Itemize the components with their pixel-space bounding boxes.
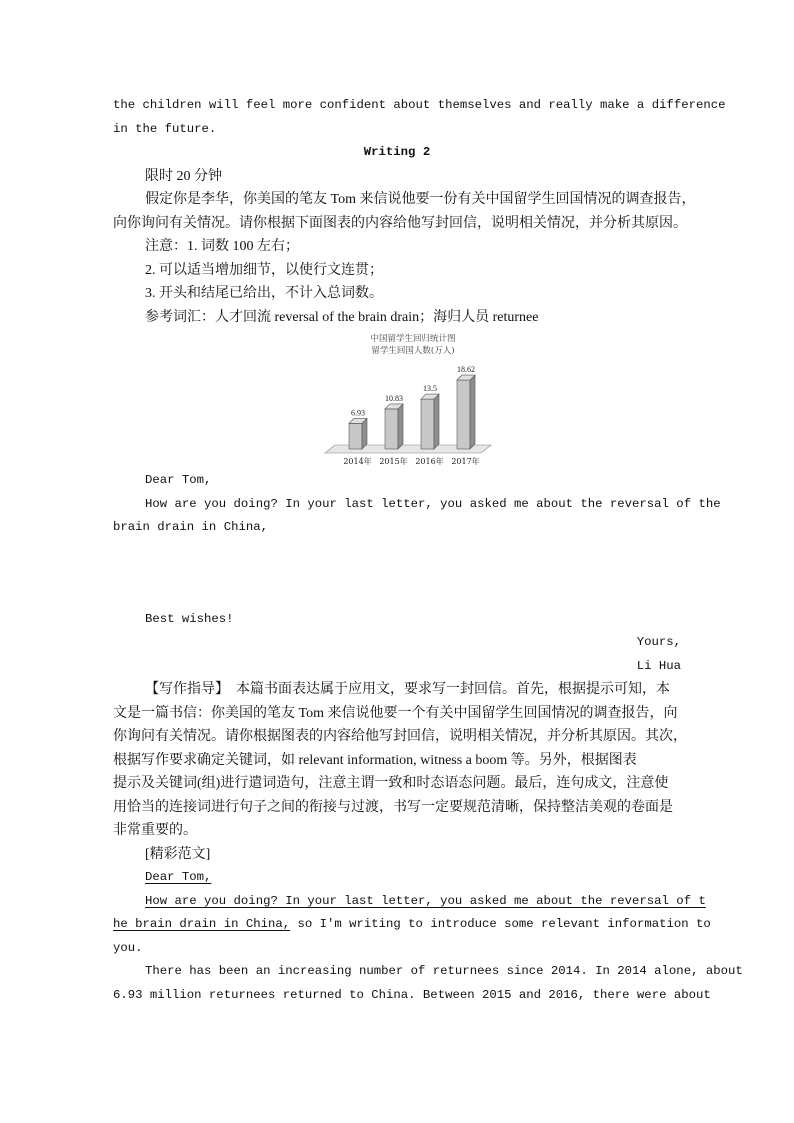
- sample-text-plain: so I'm writing to introduce some relevant information to: [290, 917, 711, 931]
- sample-label: [精彩范文]: [145, 846, 211, 862]
- letter-closing: Best wishes!: [145, 611, 234, 626]
- letter-opening: How are you doing? In your last letter, you asked me about the reversal of the: [145, 496, 721, 511]
- chart-category-label: 2016年: [415, 457, 444, 466]
- vocab-hint: 参考词汇：人才回流 reversal of the brain drain；海归人员 returnee: [145, 309, 539, 325]
- note-item: 3. 开头和结尾已给出，不计入总词数。: [145, 286, 383, 301]
- chart-bar: [385, 404, 403, 449]
- chart-bar: [421, 394, 439, 449]
- chart-title: 中国留学生回归统计图: [370, 334, 456, 344]
- chart-bar: [349, 418, 367, 449]
- guide-text: 用恰当的连接词进行句子之间的衔接与过渡，书写一定要规范清晰，保持整洁美观的卷面是: [113, 799, 673, 815]
- chart-area: [113, 329, 681, 469]
- guide-text: 你询问有关情况。请你根据图表的内容给他写封回信，说明相关情况，并分析其原因。其次，: [113, 729, 687, 744]
- chart-bars: [349, 375, 475, 449]
- chart-value-label: 6.93: [351, 408, 365, 418]
- chart-value-label: 10.83: [385, 393, 403, 403]
- chart-category-label: 2014年: [343, 457, 372, 466]
- guide-text: 本篇书面表达属于应用文，要求写一封回信。首先，根据提示可知，本: [236, 682, 670, 697]
- writing-space: [113, 540, 681, 608]
- guide-paragraph: [113, 678, 681, 702]
- section-title: Writing 2: [363, 145, 431, 159]
- sample-text: you.: [113, 940, 143, 955]
- note-item: 2. 可以适当增加细节，以使行文连贯；: [145, 262, 383, 278]
- sample-greeting-text: Dear Tom,: [145, 870, 212, 884]
- letter-name: Li Hua: [636, 658, 681, 673]
- task-text: 向你询问有关情况。请你根据下面图表的内容给他写封回信，说明相关情况，并分析其原因。: [113, 215, 687, 231]
- chart-value-label: 13.5: [423, 384, 437, 394]
- letter-signoff: Yours,: [636, 635, 681, 649]
- guide-text: 文是一篇书信：你美国的笔友 Tom 来信说他要一个有关中国留学生回国情况的调查报告，向: [113, 705, 678, 721]
- time-limit: 限时 20 分钟: [145, 168, 222, 184]
- chart-bar: [457, 375, 475, 449]
- sample-text: 6.93 million returnees returned to China. Between 2015 and 2016, there were about: [113, 987, 711, 1002]
- prev-text-line: the children will feel more confident about themselves and really make a difference: [113, 98, 726, 112]
- returnee-bar-chart: [333, 331, 493, 467]
- guide-text: 非常重要的。: [113, 823, 197, 838]
- letter-greeting: Dear Tom,: [145, 473, 212, 487]
- sample-text: [113, 913, 711, 937]
- letter-opening: brain drain in China,: [113, 520, 268, 534]
- prev-text-line: in the future.: [113, 121, 217, 136]
- guide-text: 根据写作要求确定关键词，如 relevant information, witness a boom 等。另外，根据图表: [113, 752, 637, 768]
- note-item: 注意：1. 词数 100 左右；: [145, 239, 299, 254]
- sample-text: [113, 890, 706, 914]
- guide-text: 提示及关键词(组)进行遣词造句，注意主谓一致和时态语态问题。最后，连句成文，注意使: [113, 776, 669, 791]
- sample-greeting: [113, 866, 681, 890]
- sample-text-underlined: How are you doing? In your last letter, you asked me about the reversal of t: [145, 893, 706, 908]
- sample-text: There has been an increasing number of returnees since 2014. In 2014 alone, about: [145, 964, 743, 978]
- sample-text-underlined: he brain drain in China,: [113, 917, 291, 931]
- guide-label: 【写作指导】: [145, 682, 229, 697]
- task-text: 假定你是李华，你美国的笔友 Tom 来信说他要一份有关中国留学生回国情况的调查报告，: [145, 192, 696, 207]
- chart-category-label: 2017年: [451, 457, 480, 466]
- chart-value-label: 18.62: [457, 365, 475, 375]
- document-page: [113, 94, 743, 1007]
- chart-category-label: 2015年: [379, 457, 408, 466]
- chart-subtitle: 留学生回国人数(万人): [371, 346, 455, 356]
